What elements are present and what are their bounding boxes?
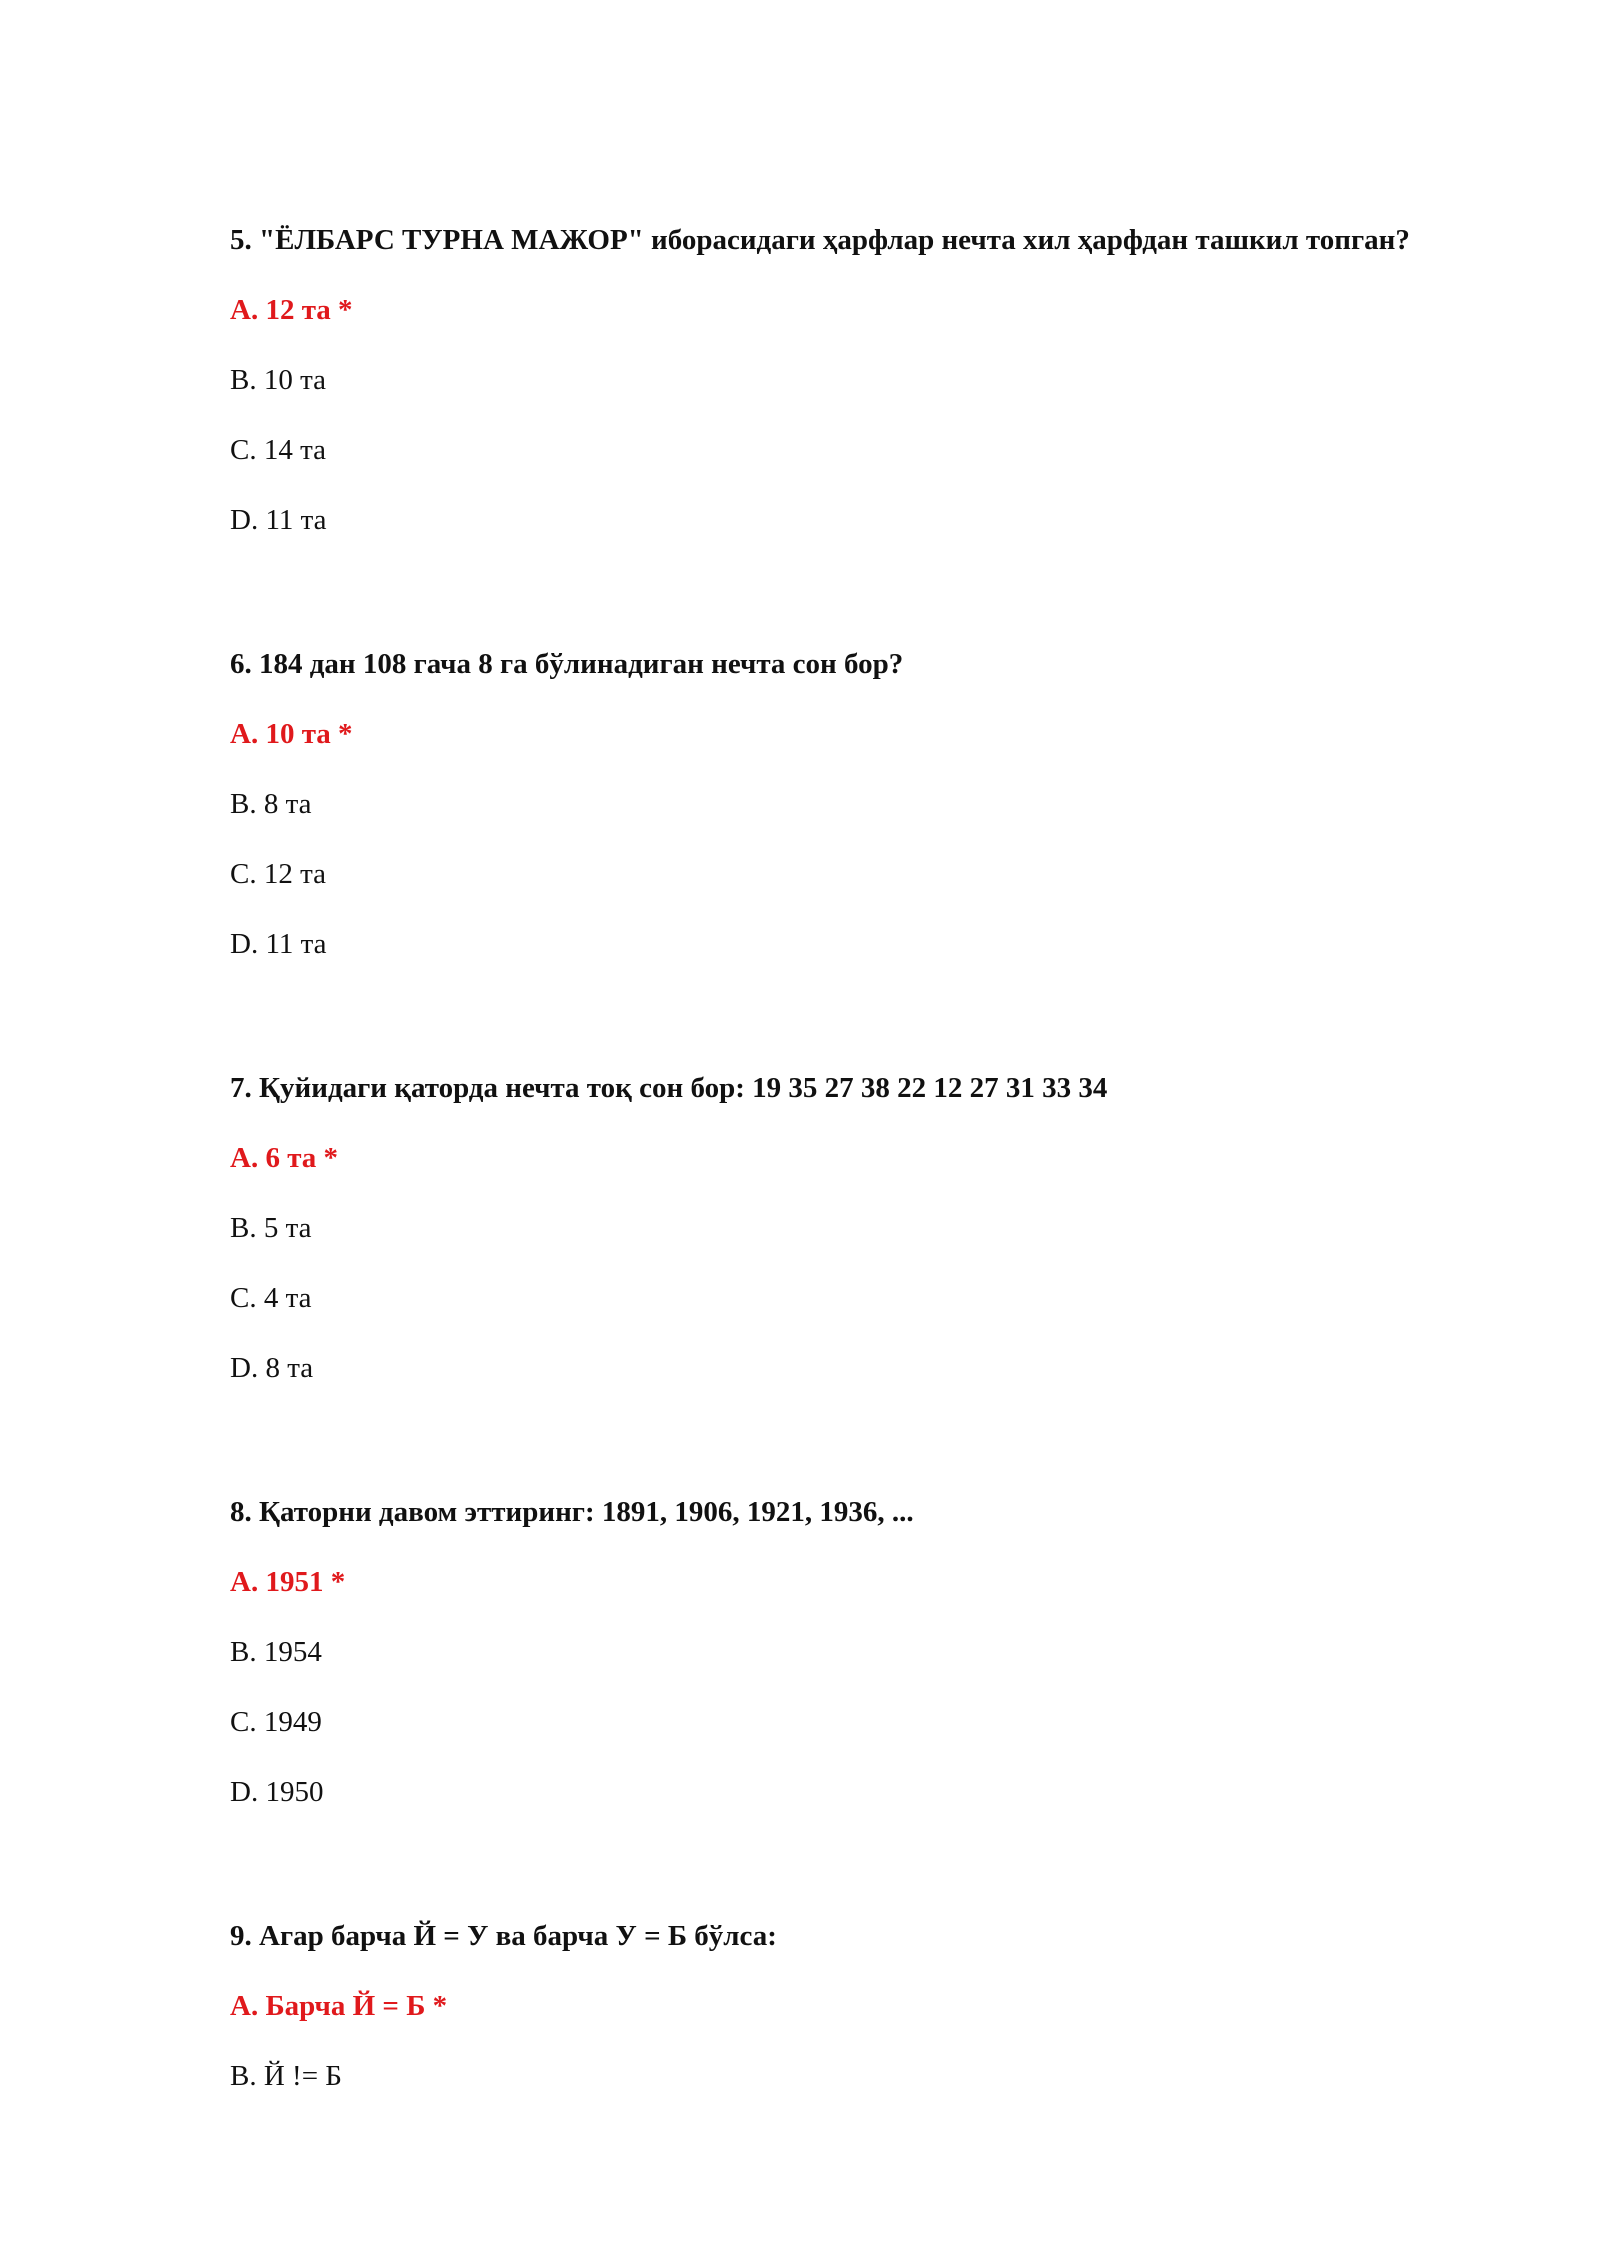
question-title: 7. Қуйидаги қаторда нечта тоқ сон бор: 19 35 27 38 22 12 27 31 33 34 (230, 1072, 1108, 1104)
option-a-correct: A. 1951 * (230, 1566, 346, 1598)
option-d: D. 1950 (230, 1776, 324, 1808)
option-b: B. 8 та (230, 788, 312, 820)
spacer (230, 1840, 1430, 1914)
option-b: B. 10 та (230, 364, 326, 396)
question-title: 9. Агар барча Й = У ва барча У = Б бўлса: (230, 1920, 777, 1952)
option-b: B. Й != Б (230, 2060, 342, 2092)
question-title: 5. "ЁЛБАРС ТУРНА МАЖОР" иборасидаги ҳарфлар нечта хил ҳарфдан ташкил топган? (230, 224, 1410, 256)
question-6 (230, 642, 1430, 966)
option-a-correct: A. 10 та * (230, 718, 353, 750)
option-b: B. 5 та (230, 1212, 312, 1244)
option-c: C. 1949 (230, 1706, 322, 1738)
spacer (230, 992, 1430, 1066)
option-c: C. 4 та (230, 1282, 312, 1314)
option-d: D. 8 та (230, 1352, 314, 1384)
question-9 (230, 1914, 1430, 2098)
question-title: 8. Қаторни давом эттиринг: 1891, 1906, 1921, 1936, ... (230, 1496, 914, 1528)
option-a-correct: A. 6 та * (230, 1142, 339, 1174)
question-8 (230, 1490, 1430, 1814)
option-a-correct: A. 12 та * (230, 294, 353, 326)
option-c: C. 12 та (230, 858, 326, 890)
option-d: D. 11 та (230, 928, 327, 960)
option-d: D. 11 та (230, 504, 327, 536)
question-5 (230, 218, 1430, 542)
option-b: B. 1954 (230, 1636, 322, 1668)
spacer (230, 568, 1430, 642)
spacer (230, 1416, 1430, 1490)
option-c: C. 14 та (230, 434, 326, 466)
question-7 (230, 1066, 1430, 1390)
question-title: 6. 184 дан 108 гача 8 га бўлинадиган нечта сон бор? (230, 648, 904, 680)
quiz-page (230, 218, 1430, 2124)
option-a-correct: A. Барча Й = Б * (230, 1990, 448, 2022)
